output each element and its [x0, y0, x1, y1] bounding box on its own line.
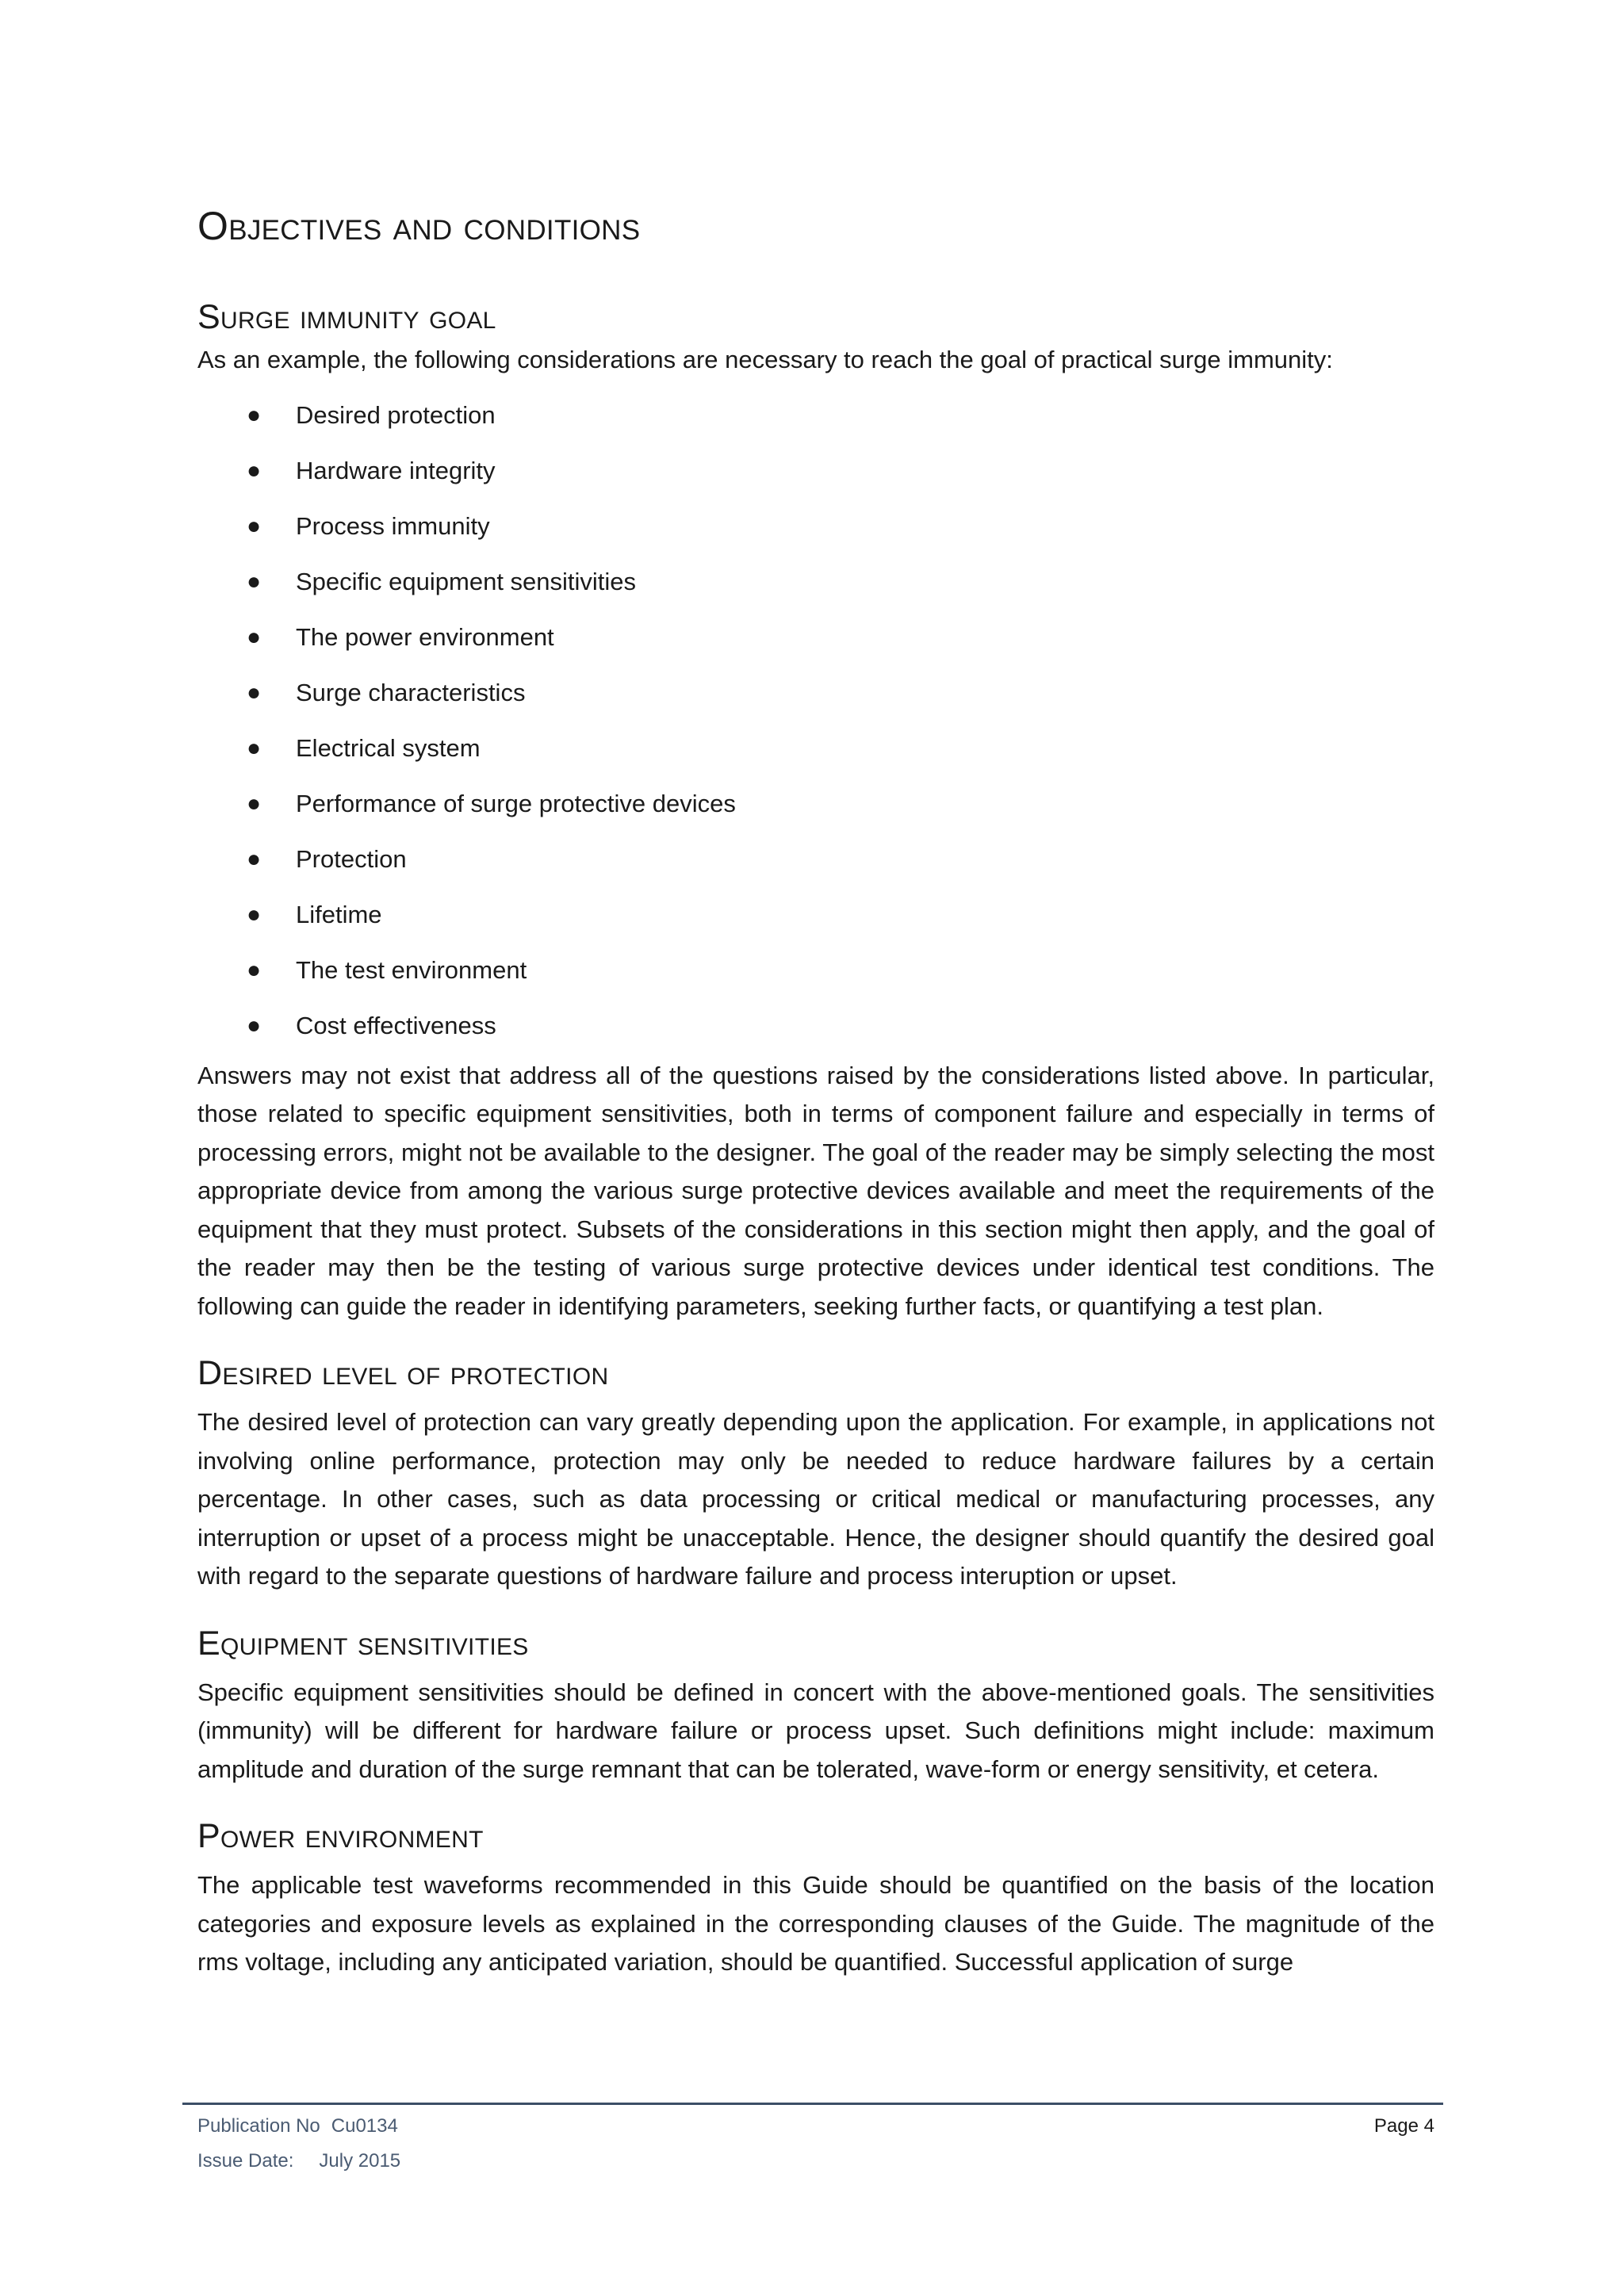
section-heading-power-environment: Power environment	[197, 1817, 484, 1855]
issue-date-label: Issue Date:	[197, 2150, 294, 2172]
bullet-icon: ●	[247, 956, 262, 983]
list-item: ● Electrical system	[197, 721, 1434, 776]
bullet-icon: ●	[247, 401, 262, 428]
bullet-icon: ●	[247, 734, 262, 761]
section-heading-surge-immunity-goal: Surge immunity goal	[197, 298, 496, 336]
list-item: ● Process immunity	[197, 499, 1434, 554]
list-item: ● Performance of surge protective devices	[197, 776, 1434, 832]
list-item: ● Protection	[197, 832, 1434, 887]
section-body-equipment-sensitivities: Specific equipment sensitivities should be defined in concert with the above-mentioned goals. The sensitivities (immunity) will be different for hardware failure or process upset. Such definitions might include: maximum amplitude and duration of the surge remnant that can be tolerated, wave-form or energy sensitivity, et cetera.	[197, 1678, 1434, 1783]
bullet-icon: ●	[247, 790, 262, 817]
footer-divider	[182, 2103, 1443, 2105]
list-item: ● The power environment	[197, 610, 1434, 665]
bullet-icon: ●	[247, 1012, 262, 1039]
section-heading-equipment-sensitivities: Equipment sensitivities	[197, 1624, 529, 1663]
bullet-icon: ●	[247, 457, 262, 484]
list-item: ● Surge characteristics	[197, 665, 1434, 721]
considerations-list	[197, 388, 1434, 1054]
list-item: ● Hardware integrity	[197, 443, 1434, 499]
list-item: ● Specific equipment sensitivities	[197, 554, 1434, 610]
bullet-icon: ●	[247, 512, 262, 539]
section-intro: As an example, the following considerations are necessary to reach the goal of practical surge immunity:	[197, 346, 1333, 373]
bullet-icon: ●	[247, 568, 262, 595]
publication-label: Publication No	[197, 2115, 320, 2137]
section-body-desired-level-of-protection: The desired level of protection can vary greatly depending upon the application. For example, in applications not involving online performance, protection may only be needed to reduce hardware failures by a certain percentage. In other cases, such as data processing or critical medical or manufacturing processes, any interruption or upset of a process might be unacceptable. Hence, the designer should quantify the desired goal with regard to the separate questions of hardware failure and process interuption or upset.	[197, 1408, 1434, 1590]
list-item: ● Lifetime	[197, 887, 1434, 943]
section-body-surge-immunity-goal: Answers may not exist that address all of the questions raised by the considerations listed above. In particular, those related to specific equipment sensitivities, both in terms of component failure and especially in terms of processing errors, might not be available to the designer. The goal of the reader may be simply selecting the most appropriate device from among the various surge protective devices available and meet the requirements of the equipment that they must protect. Subsets of the considerations in this section might then apply, and the goal of the reader may then be the testing of various surge protective devices under identical test conditions. The following can guide the reader in identifying parameters, seeking further facts, or quantifying a test plan.	[197, 1061, 1434, 1320]
section-heading-desired-level-of-protection: Desired level of protection	[197, 1354, 609, 1392]
list-item: ● The test environment	[197, 943, 1434, 998]
issue-date-value: July 2015	[319, 2150, 401, 2172]
bullet-icon: ●	[247, 623, 262, 650]
page-title: Objectives and conditions	[197, 204, 641, 248]
footer-publication-row	[197, 2115, 1434, 2137]
publication-number: Cu0134	[331, 2115, 398, 2137]
list-item: ● Desired protection	[197, 388, 1434, 443]
page-number: Page 4	[1373, 2115, 1434, 2137]
page-content	[197, 197, 1434, 1982]
bullet-icon: ●	[247, 679, 262, 706]
list-item: ● Cost effectiveness	[197, 998, 1434, 1054]
bullet-icon: ●	[247, 901, 262, 928]
footer-issue-row	[197, 2150, 1434, 2172]
bullet-icon: ●	[247, 845, 262, 872]
section-body-power-environment: The applicable test waveforms recommended in this Guide should be quantified on the basis of the location categories and exposure levels as explained in the corresponding clauses of the Guide. The magnitude of the rms voltage, including any anticipated variation, should be quantified. Successful application of surge	[197, 1871, 1434, 1976]
